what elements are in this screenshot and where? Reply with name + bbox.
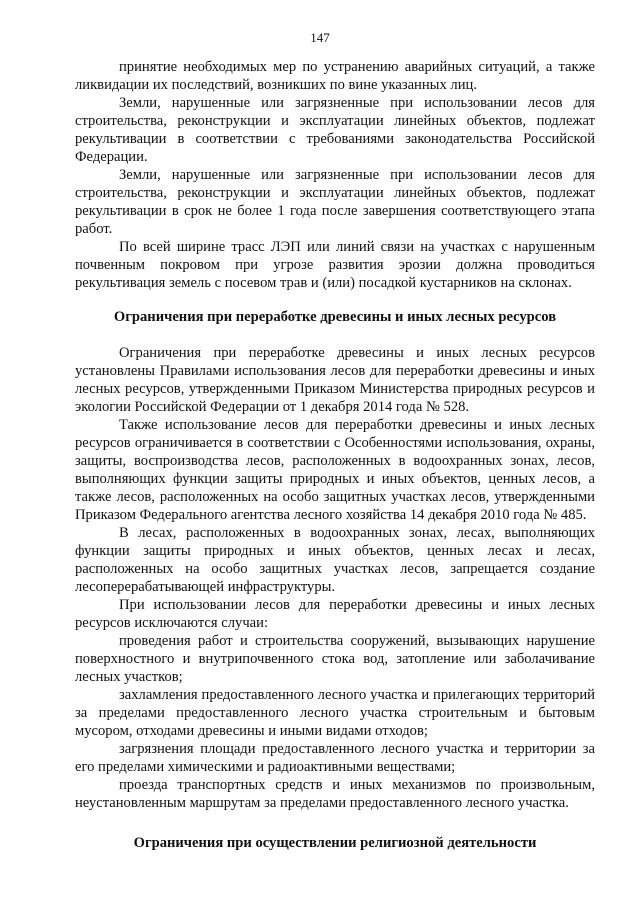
- list-item: проезда транспортных средств и иных механизмов по произвольным, неустановленным маршрутам за пределами предоставленного лесного участка.: [75, 777, 595, 811]
- paragraph: Также использование лесов для переработки древесины и иных лесных ресурсов ограничивается в соответствии с Особенностями использования, охраны, защиты, воспроизводства лесов, расположенных в водоохранных зонах, лесов, выполняющих функции защиты природных и иных объектов, ценных лесов, а также лесов, расположенных на особо защитных участках лесов, утвержденными Приказом Федерального агентства лесного хозяйства 14 декабря 2010 года № 485.: [75, 417, 595, 523]
- paragraph: принятие необходимых мер по устранению аварийных ситуаций, а также ликвидации их последствий, возникших по вине указанных лиц.: [75, 59, 595, 93]
- page-number: 147: [310, 30, 330, 45]
- paragraph: Ограничения при переработке древесины и иных лесных ресурсов установлены Правилами использования лесов для переработки древесины и иных лесных ресурсов, утвержденными Приказом Министерства природных ресурсов и экологии Российской Федерации от 1 декабря 2014 года № 528.: [75, 345, 595, 415]
- paragraph: Земли, нарушенные или загрязненные при использовании лесов для строительства, реконструкции и эксплуатации линейных объектов, подлежат рекультивации в соответствии с требованиями законодательства Российской Федерации.: [75, 95, 595, 165]
- list-item: загрязнения площади предоставленного лесного участка и территории за его пределами химическими и радиоактивными веществами;: [75, 741, 595, 775]
- list-item: захламления предоставленного лесного участка и прилегающих территорий за пределами предоставленного лесного участка строительным и бытовым мусором, отходами древесины и иными видами отходов;: [75, 687, 595, 739]
- paragraph: Земли, нарушенные или загрязненные при использовании лесов для строительства, реконструкции и эксплуатации линейных объектов, подлежат рекультивации в срок не более 1 года после завершения соответствующего этапа работ.: [75, 167, 595, 237]
- paragraph: При использовании лесов для переработки древесины и иных лесных ресурсов исключаются случаи:: [75, 597, 595, 631]
- paragraph: По всей ширине трасс ЛЭП или линий связи на участках с нарушенным почвенным покровом при угрозе развития эрозии должна проводиться рекультивация земель с посевом трав и (или) посадкой кустарников на склонах.: [75, 239, 595, 291]
- list-item: проведения работ и строительства сооружений, вызывающих нарушение поверхностного и внутрипочвенного стока вод, затопление или заболачивание лесных участков;: [75, 633, 595, 685]
- section-heading-wood-processing: Ограничения при переработке древесины и иных лесных ресурсов: [113, 309, 557, 325]
- section-heading-religious-activity: Ограничения при осуществлении религиозной деятельности: [133, 835, 537, 851]
- paragraph: В лесах, расположенных в водоохранных зонах, лесах, выполняющих функции защиты природных и иных объектов, ценных лесах и лесах, расположенных на особо защитных участках лесов, запрещается создание лесоперерабатывающей инфраструктуры.: [75, 525, 595, 595]
- page-content: [75, 58, 595, 852]
